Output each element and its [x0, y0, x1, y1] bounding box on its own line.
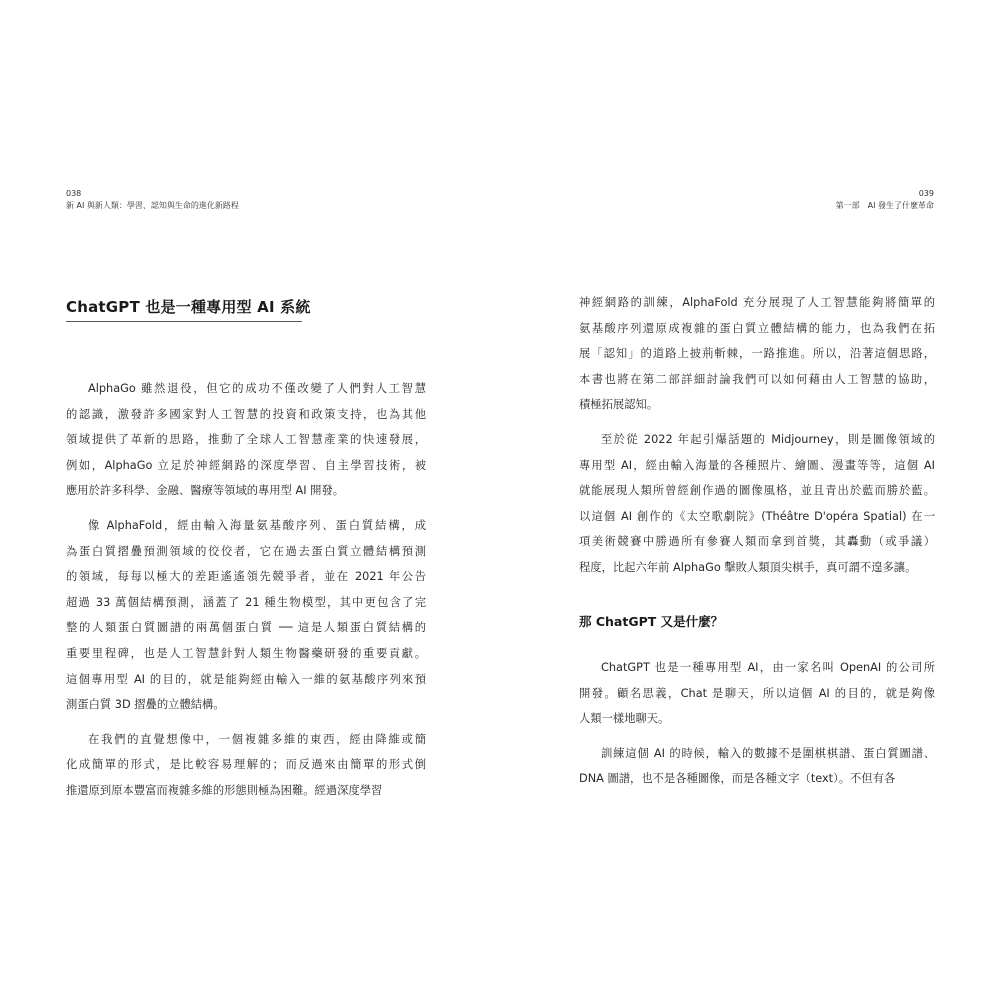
text-line: 以這個 AI 創作的《太空歌劇院》(Théâtre D'opéra Spatial) 在一 — [579, 509, 935, 523]
text-line: 項美術競賽中勝過所有參賽人類而拿到首獎，其轟動（或爭議） — [579, 535, 935, 549]
subheading: 那 ChatGPT 又是什麼？ — [579, 614, 724, 629]
text-line: 人類一樣地聊天。 — [579, 712, 670, 726]
text-line: 推還原到原本豐富而複雜多維的形態則極為困難。經過深度學習 — [66, 783, 383, 797]
text-line: 的認識，激發許多國家對人工智慧的投資和政策支持，也為其他 — [66, 407, 426, 421]
left-running-head: 新 AI 與新人類：學習、認知與生命的進化新路程 — [66, 201, 239, 210]
text-line: AlphaGo 雖然退役，但它的成功不僅改變了人們對人工智慧 — [88, 382, 426, 395]
text-line: 本書也將在第二部詳細討論我們可以如何藉由人工智慧的協助， — [579, 372, 935, 386]
text-line: 展「認知」的道路上披荊斬棘，一路推進。所以，沿著這個思路， — [579, 347, 935, 361]
text-line: 超過 33 萬個結構預測，涵蓋了 21 種生物模型，其中更包含了完 — [66, 595, 426, 609]
text-line: 氨基酸序列還原成複雜的蛋白質立體結構的能力，也為我們在拓 — [579, 321, 935, 335]
right-body-text-bottom — [579, 655, 935, 792]
text-line: 測蛋白質 3D 摺疊的立體結構。 — [66, 698, 225, 712]
text-line: 程度，比起六年前 AlphaGo 擊敗人類頂尖棋手，真可謂不遑多讓。 — [579, 560, 917, 574]
text-line: 化成簡單的形式，是比較容易理解的；而反過來由簡單的形式倒 — [66, 758, 426, 772]
right-body-text-top — [579, 290, 935, 581]
section-title: ChatGPT 也是一種專用型 AI 系統 — [66, 298, 311, 316]
text-line: 整的人類蛋白質圖譜的兩萬個蛋白質 ── 這是人類蛋白質結構的 — [66, 621, 426, 635]
text-line: 應用於許多科學、金融、醫療等領域的專用型 AI 開發。 — [66, 484, 345, 498]
paragraph-gap — [579, 732, 935, 741]
text-line: 就能展現人類所曾經創作過的圖像風格，並且青出於藍而勝於藍。 — [579, 484, 935, 498]
text-line: 重要里程碑，也是人工智慧針對人類生物醫藥研發的重要貢獻。 — [66, 646, 426, 660]
text-line: 的領域，每每以極大的差距遙遙領先競爭者，並在 2021 年公告 — [66, 570, 426, 584]
right-page — [500, 0, 1000, 1000]
text-line: ChatGPT 也是一種專用型 AI，由一家名叫 OpenAI 的公司所 — [601, 661, 935, 674]
left-body-text — [66, 376, 426, 804]
text-line: 開發。顧名思義，Chat 是聊天，所以這個 AI 的目的，就是夠像 — [579, 686, 935, 700]
right-page-number: 039 — [918, 189, 934, 198]
text-line: 在我們的直覺想像中，一個複雜多維的東西，經由降維或簡 — [88, 732, 426, 746]
paragraph-gap — [579, 418, 935, 427]
title-underline — [66, 321, 302, 322]
text-line: 專用型 AI，經由輸入海量的各種照片、繪圖、漫畫等等，這個 AI — [579, 458, 935, 472]
text-line: 領域提供了革新的思路，推動了全球人工智慧產業的快速發展， — [66, 433, 426, 447]
text-line: 為蛋白質摺疊預測領域的佼佼者，它在過去蛋白質立體結構預測 — [66, 544, 426, 558]
text-line: DNA 圖譜，也不是各種圖像，而是各種文字（text）。不但有各 — [579, 772, 896, 786]
paragraph-gap — [66, 718, 426, 727]
text-line: 至於從 2022 年起引爆話題的 Midjourney，則是圖像領域的 — [601, 432, 935, 446]
text-line: 像 AlphaFold，經由輸入海量氨基酸序列、蛋白質結構，成 — [88, 518, 426, 532]
right-running-head: 第一部 AI 發生了什麼革命 — [835, 201, 934, 210]
text-line: 積極拓展認知。 — [579, 398, 659, 412]
text-line: 這個專用型 AI 的目的，就是能夠經由輸入一維的氨基酸序列來預 — [66, 672, 426, 686]
paragraph-gap — [66, 504, 426, 513]
text-line: 例如，AlphaGo 立足於神經網路的深度學習、自主學習技術，被 — [66, 458, 426, 472]
text-line: 訓練這個 AI 的時候，輸入的數據不是圍棋棋譜、蛋白質圖譜、 — [601, 746, 935, 760]
text-line: 神經網路的訓練，AlphaFold 充分展現了人工智慧能夠將簡單的 — [579, 296, 935, 309]
left-page-number: 038 — [66, 189, 82, 198]
